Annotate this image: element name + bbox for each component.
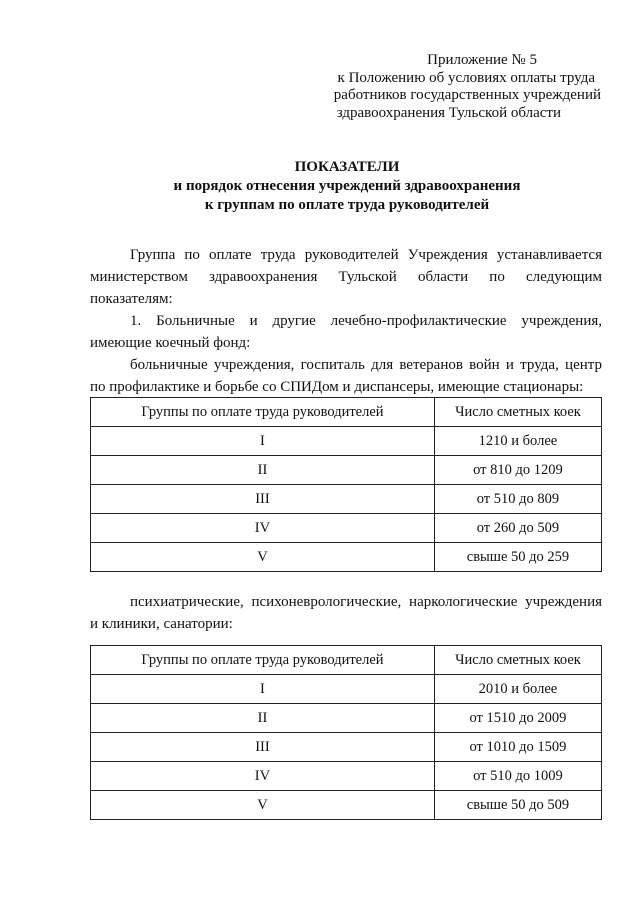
table-row xyxy=(91,704,602,733)
group-cell: II xyxy=(91,456,435,485)
table-row xyxy=(91,514,602,543)
column-header: Число сметных коек xyxy=(434,646,601,675)
text-line: 1. Больничные и другие лечебно-профилактические учреждения, xyxy=(130,313,602,329)
table-row xyxy=(91,485,602,514)
appendix-reference: здравоохранения Тульской области xyxy=(336,104,561,121)
group-cell: I xyxy=(91,427,435,456)
beds-cell: от 510 до 809 xyxy=(434,485,601,514)
document-title xyxy=(88,158,606,215)
title-line: к группам по оплате труда руководителей xyxy=(204,197,490,213)
beds-cell: от 1010 до 1509 xyxy=(434,733,601,762)
group-cell: I xyxy=(91,675,435,704)
text-line: имеющие коечный фонд: xyxy=(90,335,251,351)
column-header: Группы по оплате труда руководителей xyxy=(91,646,435,675)
column-header: Группы по оплате труда руководителей xyxy=(91,398,435,427)
table-row xyxy=(91,456,602,485)
text-line: по профилактике и борьбе со СПИДом и диспансеры, имеющие стационары: xyxy=(90,379,584,395)
group-cell: IV xyxy=(91,762,435,791)
table-row xyxy=(91,733,602,762)
title-line: и порядок отнесения учреждений здравоохранения xyxy=(173,178,521,194)
appendix-block xyxy=(301,52,601,122)
table-row xyxy=(91,791,602,820)
beds-cell: 2010 и более xyxy=(434,675,601,704)
beds-table-psychiatric xyxy=(90,645,602,820)
table-header-row xyxy=(91,646,602,675)
group-cell: V xyxy=(91,543,435,572)
group-cell: III xyxy=(91,485,435,514)
middle-paragraph xyxy=(90,591,602,635)
beds-cell: 1210 и более xyxy=(434,427,601,456)
text-line: и клиники, санатории: xyxy=(90,616,233,632)
table-header-row xyxy=(91,398,602,427)
beds-cell: свыше 50 до 259 xyxy=(434,543,601,572)
appendix-reference: работников государственных учреждений xyxy=(333,87,601,103)
group-cell: II xyxy=(91,704,435,733)
beds-cell: свыше 50 до 509 xyxy=(434,791,601,820)
beds-cell: от 1510 до 2009 xyxy=(434,704,601,733)
text-line: министерством здравоохранения Тульской области по следующим xyxy=(90,269,602,285)
text-line: психиатрические, психоневрологические, наркологические учреждения xyxy=(130,594,602,610)
appendix-reference: к Положению об условиях оплаты труда xyxy=(337,69,595,86)
table-row xyxy=(91,762,602,791)
text-line: больничные учреждения, госпиталь для ветеранов войн и труда, центр xyxy=(130,357,602,373)
group-cell: IV xyxy=(91,514,435,543)
title-line: ПОКАЗАТЕЛИ xyxy=(294,159,400,175)
beds-cell: от 810 до 1209 xyxy=(434,456,601,485)
beds-cell: от 260 до 509 xyxy=(434,514,601,543)
table-row xyxy=(91,675,602,704)
text-line: показателям: xyxy=(90,291,173,307)
table-row xyxy=(91,543,602,572)
text-line: Группа по оплате труда руководителей Учреждения устанавливается xyxy=(130,247,602,263)
beds-table-general xyxy=(90,397,602,572)
appendix-number: Приложение № 5 xyxy=(427,52,537,68)
beds-cell: от 510 до 1009 xyxy=(434,762,601,791)
table-row xyxy=(91,427,602,456)
group-cell: III xyxy=(91,733,435,762)
intro-paragraph xyxy=(90,244,602,398)
column-header: Число сметных коек xyxy=(434,398,601,427)
group-cell: V xyxy=(91,791,435,820)
